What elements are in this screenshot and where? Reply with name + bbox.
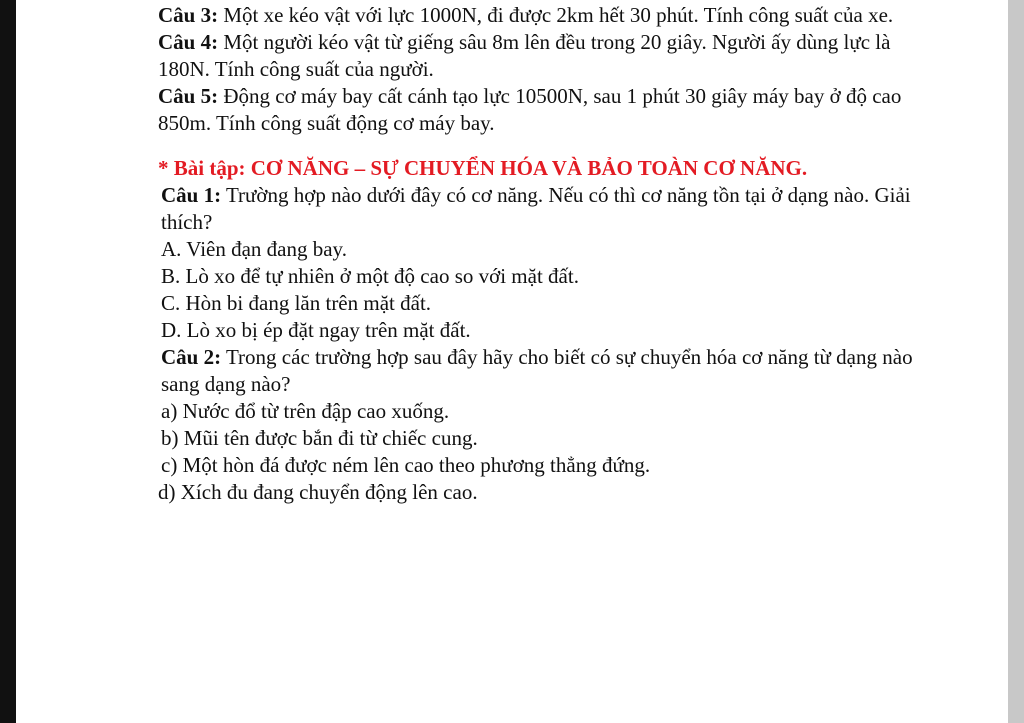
question-4	[158, 29, 933, 83]
exercise-2-option-b: b) Mũi tên được bắn đi từ chiếc cung.	[161, 426, 478, 450]
exercise-1-option-c: C. Hòn bi đang lăn trên mặt đất.	[161, 291, 432, 315]
exercise-1-text: Trường hợp nào dưới đây có cơ năng. Nếu có thì cơ năng tồn tại ở dạng nào. Giải thích?	[161, 183, 911, 234]
exercise-1-question	[158, 182, 933, 236]
question-3-text: Một xe kéo vật với lực 1000N, đi được 2km hết 30 phút. Tính công suất của xe.	[218, 3, 894, 27]
left-border	[0, 0, 16, 723]
question-4-text: Một người kéo vật từ giếng sâu 8m lên đều trong 20 giây. Người ấy dùng lực là 180N. Tính công suất của người.	[158, 30, 891, 81]
exercise-2-option-c: c) Một hòn đá được ném lên cao theo phương thẳng đứng.	[161, 453, 651, 477]
document-body	[158, 2, 933, 506]
question-5	[158, 83, 933, 137]
question-3	[158, 2, 933, 29]
exercise-1-option-d: D. Lò xo bị ép đặt ngay trên mặt đất.	[161, 318, 471, 342]
question-5-label: Câu 5:	[158, 84, 219, 108]
exercise-1-label: Câu 1:	[161, 183, 222, 207]
right-scroll-gutter[interactable]	[1008, 0, 1024, 723]
exercise-2-question	[158, 344, 933, 398]
question-5-text: Động cơ máy bay cất cánh tạo lực 10500N, sau 1 phút 30 giây máy bay ở độ cao 850m. Tính công suất động cơ máy bay.	[158, 84, 902, 135]
exercise-2-option-a: a) Nước đổ từ trên đập cao xuống.	[161, 399, 450, 423]
exercise-1-option-b: B. Lò xo để tự nhiên ở một độ cao so với mặt đất.	[161, 264, 579, 288]
section-heading: * Bài tập: CƠ NĂNG – SỰ CHUYỂN HÓA VÀ BẢO TOÀN CƠ NĂNG.	[158, 156, 808, 180]
exercise-2-text: Trong các trường hợp sau đây hãy cho biết có sự chuyển hóa cơ năng từ dạng nào sang dạng nào?	[161, 345, 913, 396]
exercise-2-option-d: d) Xích đu đang chuyển động lên cao.	[158, 480, 478, 504]
exercise-1-option-a: A. Viên đạn đang bay.	[161, 237, 347, 261]
question-4-label: Câu 4:	[158, 30, 219, 54]
document-page	[16, 0, 1008, 723]
exercise-2-label: Câu 2:	[161, 345, 222, 369]
question-3-label: Câu 3:	[158, 3, 219, 27]
